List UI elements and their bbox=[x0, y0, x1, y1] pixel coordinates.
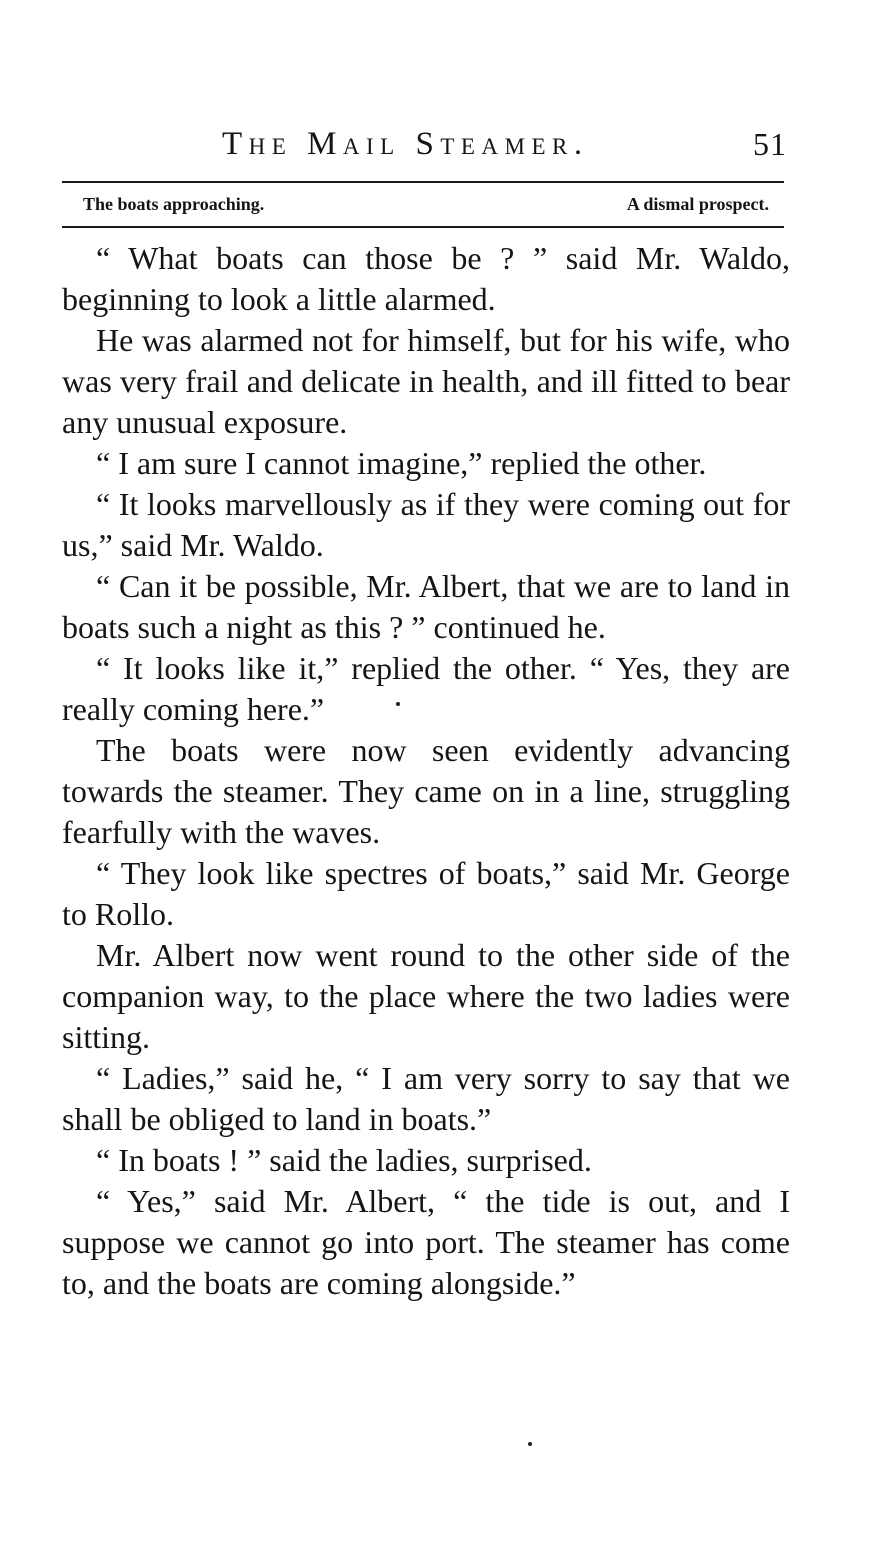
paragraph: “ What boats can those be ? ” said Mr. Waldo, beginning to look a little alarmed. bbox=[62, 240, 790, 317]
ink-speck bbox=[528, 1442, 532, 1446]
ink-speck bbox=[396, 702, 400, 706]
paragraph: Mr. Albert now went round to the other side of the companion way, to the place where the two ladies were sitting. bbox=[62, 937, 790, 1055]
page-number: 51 bbox=[753, 126, 787, 162]
running-title: The Mail Steamer. bbox=[222, 126, 589, 162]
paragraph: He was alarmed not for himself, but for his wife, who was very frail and delicate in health, and ill fitted to bear any unusual exposure. bbox=[62, 322, 790, 440]
paragraph: “ Yes,” said Mr. Albert, “ the tide is out, and I suppose we cannot go into port. The steamer has come to, and the boats are coming alongside.” bbox=[62, 1183, 790, 1301]
paragraph: The boats were now seen evidently advancing towards the steamer. They came on in a line, struggling fearfully with the waves. bbox=[62, 732, 790, 850]
headline-rule-bottom bbox=[62, 226, 784, 228]
paragraph: “ It looks like it,” replied the other. “ Yes, they are really coming here.” bbox=[62, 650, 790, 727]
headline-rule-top bbox=[62, 181, 784, 183]
paragraph: “ Can it be possible, Mr. Albert, that we are to land in boats such a night as this ? ” continued he. bbox=[62, 568, 790, 645]
paragraph: “ Ladies,” said he, “ I am very sorry to say that we shall be obliged to land in boats.” bbox=[62, 1060, 790, 1137]
paragraph: “ In boats ! ” said the ladies, surprised. bbox=[96, 1142, 592, 1178]
paragraph: “ They look like spectres of boats,” said Mr. George to Rollo. bbox=[62, 855, 790, 932]
paragraph: “ It looks marvellously as if they were coming out for us,” said Mr. Waldo. bbox=[62, 486, 790, 563]
paragraph: “ I am sure I cannot imagine,” replied the other. bbox=[96, 445, 707, 481]
body-text bbox=[62, 238, 790, 1304]
headline-left: The boats approaching. bbox=[83, 194, 265, 214]
headline-right: A dismal prospect. bbox=[626, 194, 769, 214]
